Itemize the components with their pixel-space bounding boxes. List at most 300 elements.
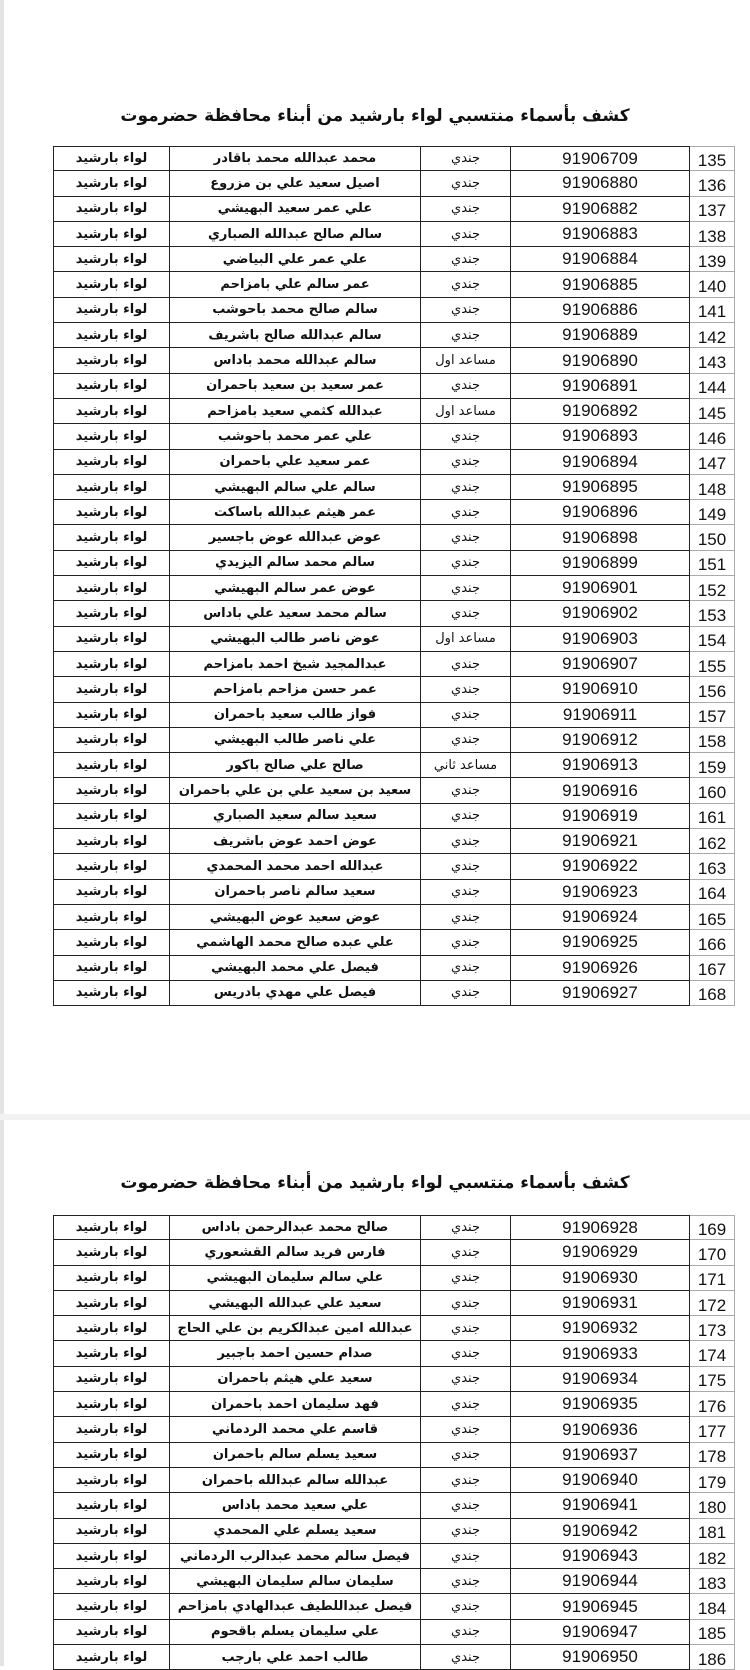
rank-cell: جندي — [421, 323, 511, 348]
military-number-cell: 91906709 — [511, 146, 690, 171]
military-number-cell: 91906884 — [511, 247, 690, 272]
unit-cell: لواء بارشيد — [53, 551, 170, 576]
unit-cell: لواء بارشيد — [53, 1392, 170, 1417]
unit-cell: لواء بارشيد — [53, 1620, 170, 1645]
name-cell: فهد سليمان احمد باحمران — [170, 1392, 421, 1417]
row-number-cell: 178 — [690, 1443, 735, 1468]
military-number-cell: 91906950 — [511, 1645, 690, 1670]
name-cell: عبدالمجيد شيخ احمد بامزاحم — [170, 652, 421, 677]
rank-cell: جندي — [421, 374, 511, 399]
name-cell: سعيد علي عبدالله البهيشي — [170, 1291, 421, 1316]
unit-cell: لواء بارشيد — [53, 525, 170, 550]
military-number-cell: 91906922 — [511, 854, 690, 879]
name-cell: علي سعيد محمد باداس — [170, 1493, 421, 1518]
table-row — [53, 880, 737, 905]
name-cell: عمر سعيد بن سعيد باحمران — [170, 374, 421, 399]
military-number-cell: 91906932 — [511, 1316, 690, 1341]
rank-cell: جندي — [421, 1493, 511, 1518]
table-row — [53, 525, 737, 550]
rank-cell: جندي — [421, 1240, 511, 1265]
military-number-cell: 91906925 — [511, 930, 690, 955]
unit-cell: لواء بارشيد — [53, 424, 170, 449]
rank-cell: جندي — [421, 854, 511, 879]
military-number-cell: 91906913 — [511, 753, 690, 778]
unit-cell: لواء بارشيد — [53, 576, 170, 601]
row-number-cell: 169 — [690, 1215, 735, 1240]
table-row — [53, 703, 737, 728]
row-number-cell: 163 — [690, 854, 735, 879]
unit-cell: لواء بارشيد — [53, 1316, 170, 1341]
unit-cell: لواء بارشيد — [53, 1291, 170, 1316]
name-cell: عبدالله كثمي سعيد بامزاحم — [170, 399, 421, 424]
table-row — [53, 829, 737, 854]
rank-cell: مساعد اول — [421, 348, 511, 373]
table-row — [53, 753, 737, 778]
military-number-cell: 91906930 — [511, 1266, 690, 1291]
rank-cell: مساعد ثاني — [421, 753, 511, 778]
rank-cell: جندي — [421, 1266, 511, 1291]
table-row — [53, 500, 737, 525]
rank-cell: جندي — [421, 728, 511, 753]
table-row — [53, 1291, 737, 1316]
page-title: كشف بأسماء منتسبي لواء بارشيد من أبناء محافظة حضرموت — [120, 106, 630, 126]
name-cell: عمر حسن مزاحم بامزاحم — [170, 677, 421, 702]
rank-cell: جندي — [421, 1645, 511, 1670]
table-row — [53, 323, 737, 348]
name-cell: عوض احمد عوض باشريف — [170, 829, 421, 854]
rank-cell: جندي — [421, 1544, 511, 1569]
name-cell: عمر سعيد علي باحمران — [170, 450, 421, 475]
table-row — [53, 475, 737, 500]
military-number-cell: 91906916 — [511, 778, 690, 803]
table-row — [53, 551, 737, 576]
rank-cell: جندي — [421, 905, 511, 930]
military-number-cell: 91906911 — [511, 703, 690, 728]
name-cell: عمر سالم علي بامزاحم — [170, 272, 421, 297]
row-number-cell: 145 — [690, 399, 735, 424]
military-number-cell: 91906943 — [511, 1544, 690, 1569]
row-number-cell: 155 — [690, 652, 735, 677]
unit-cell: لواء بارشيد — [53, 450, 170, 475]
rank-cell: جندي — [421, 222, 511, 247]
rank-cell: جندي — [421, 247, 511, 272]
military-number-cell: 91906902 — [511, 601, 690, 626]
unit-cell: لواء بارشيد — [53, 1569, 170, 1594]
unit-cell: لواء بارشيد — [53, 146, 170, 171]
unit-cell: لواء بارشيد — [53, 703, 170, 728]
table-row — [53, 1493, 737, 1518]
table-row — [53, 677, 737, 702]
row-number-cell: 167 — [690, 956, 735, 981]
table-row — [53, 450, 737, 475]
unit-cell: لواء بارشيد — [53, 500, 170, 525]
row-number-cell: 151 — [690, 551, 735, 576]
military-number-cell: 91906882 — [511, 197, 690, 222]
unit-cell: لواء بارشيد — [53, 399, 170, 424]
name-cell: فيصل علي محمد البهيشي — [170, 956, 421, 981]
row-number-cell: 161 — [690, 804, 735, 829]
table-row — [53, 1392, 737, 1417]
row-number-cell: 174 — [690, 1341, 735, 1366]
name-cell: فيصل عبداللطيف عبدالهادي بامزاحم — [170, 1594, 421, 1619]
table-row — [53, 1544, 737, 1569]
name-cell: قاسم علي محمد الردماني — [170, 1417, 421, 1442]
unit-cell: لواء بارشيد — [53, 1519, 170, 1544]
row-number-cell: 159 — [690, 753, 735, 778]
name-cell: عبدالله سالم عبدالله باحمران — [170, 1468, 421, 1493]
rank-cell: جندي — [421, 1468, 511, 1493]
table-row — [53, 930, 737, 955]
rank-cell: جندي — [421, 525, 511, 550]
table-row — [53, 247, 737, 272]
name-cell: سليمان سالم سليمان البهيشي — [170, 1569, 421, 1594]
table-row — [53, 1594, 737, 1619]
unit-cell: لواء بارشيد — [53, 1341, 170, 1366]
table-row — [53, 854, 737, 879]
row-number-cell: 175 — [690, 1367, 735, 1392]
table-row — [53, 1341, 737, 1366]
unit-cell: لواء بارشيد — [53, 753, 170, 778]
row-number-cell: 164 — [690, 880, 735, 905]
row-number-cell: 180 — [690, 1493, 735, 1518]
rank-cell: جندي — [421, 576, 511, 601]
unit-cell: لواء بارشيد — [53, 677, 170, 702]
unit-cell: لواء بارشيد — [53, 652, 170, 677]
table-row — [53, 374, 737, 399]
rank-cell: جندي — [421, 1316, 511, 1341]
military-number-cell: 91906896 — [511, 500, 690, 525]
page-title: كشف بأسماء منتسبي لواء بارشيد من أبناء محافظة حضرموت — [120, 1173, 630, 1193]
row-number-cell: 139 — [690, 247, 735, 272]
row-number-cell: 146 — [690, 424, 735, 449]
table-row — [53, 424, 737, 449]
unit-cell: لواء بارشيد — [53, 1493, 170, 1518]
name-cell: عمر هيثم عبدالله باساكت — [170, 500, 421, 525]
row-number-cell: 144 — [690, 374, 735, 399]
military-number-cell: 91906929 — [511, 1240, 690, 1265]
military-number-cell: 91906880 — [511, 171, 690, 196]
row-number-cell: 138 — [690, 222, 735, 247]
unit-cell: لواء بارشيد — [53, 1266, 170, 1291]
row-number-cell: 149 — [690, 500, 735, 525]
name-cell: صالح علي صالح باكور — [170, 753, 421, 778]
rank-cell: جندي — [421, 197, 511, 222]
military-number-cell: 91906891 — [511, 374, 690, 399]
rank-cell: جندي — [421, 475, 511, 500]
table-row — [53, 627, 737, 652]
name-cell: سعيد بن سعيد علي بن علي باحمران — [170, 778, 421, 803]
rank-cell: جندي — [421, 1519, 511, 1544]
table-row — [53, 1620, 737, 1645]
unit-cell: لواء بارشيد — [53, 197, 170, 222]
military-number-cell: 91906944 — [511, 1569, 690, 1594]
rank-cell: جندي — [421, 829, 511, 854]
rank-cell: جندي — [421, 298, 511, 323]
name-cell: علي عمر سعيد البهيشي — [170, 197, 421, 222]
military-number-cell: 91906919 — [511, 804, 690, 829]
military-number-cell: 91906893 — [511, 424, 690, 449]
military-number-cell: 91906894 — [511, 450, 690, 475]
unit-cell: لواء بارشيد — [53, 728, 170, 753]
row-number-cell: 137 — [690, 197, 735, 222]
military-number-cell: 91906907 — [511, 652, 690, 677]
name-cell: عبدالله احمد محمد المحمدي — [170, 854, 421, 879]
row-number-cell: 185 — [690, 1620, 735, 1645]
rank-cell: جندي — [421, 1215, 511, 1240]
unit-cell: لواء بارشيد — [53, 1240, 170, 1265]
military-number-cell: 91906923 — [511, 880, 690, 905]
name-cell: فواز طالب سعيد باحمران — [170, 703, 421, 728]
table-row — [53, 272, 737, 297]
rank-cell: جندي — [421, 450, 511, 475]
rank-cell: جندي — [421, 551, 511, 576]
roster-table — [53, 1215, 737, 1670]
table-row — [53, 956, 737, 981]
name-cell: عبدالله امين عبدالكريم بن علي الحاج — [170, 1316, 421, 1341]
rank-cell: جندي — [421, 1417, 511, 1442]
row-number-cell: 160 — [690, 778, 735, 803]
name-cell: اصيل سعيد علي بن مزروع — [170, 171, 421, 196]
unit-cell: لواء بارشيد — [53, 905, 170, 930]
military-number-cell: 91906890 — [511, 348, 690, 373]
military-number-cell: 91906928 — [511, 1215, 690, 1240]
unit-cell: لواء بارشيد — [53, 1443, 170, 1468]
table-row — [53, 905, 737, 930]
row-number-cell: 154 — [690, 627, 735, 652]
name-cell: علي عبده صالح محمد الهاشمي — [170, 930, 421, 955]
table-row — [53, 1569, 737, 1594]
row-number-cell: 136 — [690, 171, 735, 196]
rank-cell: جندي — [421, 1569, 511, 1594]
row-number-cell: 157 — [690, 703, 735, 728]
military-number-cell: 91906926 — [511, 956, 690, 981]
table-row — [53, 1519, 737, 1544]
military-number-cell: 91906931 — [511, 1291, 690, 1316]
row-number-cell: 177 — [690, 1417, 735, 1442]
military-number-cell: 91906899 — [511, 551, 690, 576]
table-row — [53, 1367, 737, 1392]
military-number-cell: 91906886 — [511, 298, 690, 323]
name-cell: سالم صالح محمد باحوشب — [170, 298, 421, 323]
table-row — [53, 1215, 737, 1240]
row-number-cell: 147 — [690, 450, 735, 475]
military-number-cell: 91906933 — [511, 1341, 690, 1366]
rank-cell: جندي — [421, 956, 511, 981]
row-number-cell: 166 — [690, 930, 735, 955]
row-number-cell: 150 — [690, 525, 735, 550]
military-number-cell: 91906903 — [511, 627, 690, 652]
row-number-cell: 173 — [690, 1316, 735, 1341]
name-cell: سالم محمد سالم اليزيدي — [170, 551, 421, 576]
name-cell: صدام حسين احمد باجبير — [170, 1341, 421, 1366]
name-cell: عوض عمر سالم البهيشي — [170, 576, 421, 601]
rank-cell: جندي — [421, 1341, 511, 1366]
unit-cell: لواء بارشيد — [53, 854, 170, 879]
unit-cell: لواء بارشيد — [53, 829, 170, 854]
military-number-cell: 91906898 — [511, 525, 690, 550]
military-number-cell: 91906901 — [511, 576, 690, 601]
unit-cell: لواء بارشيد — [53, 880, 170, 905]
unit-cell: لواء بارشيد — [53, 222, 170, 247]
unit-cell: لواء بارشيد — [53, 1645, 170, 1670]
military-number-cell: 91906935 — [511, 1392, 690, 1417]
name-cell: طالب احمد علي بارجب — [170, 1645, 421, 1670]
rank-cell: جندي — [421, 880, 511, 905]
row-number-cell: 172 — [690, 1291, 735, 1316]
military-number-cell: 91906883 — [511, 222, 690, 247]
name-cell: علي عمر علي البياضي — [170, 247, 421, 272]
unit-cell: لواء بارشيد — [53, 348, 170, 373]
name-cell: فيصل سالم محمد عبدالرب الردماني — [170, 1544, 421, 1569]
name-cell: عوض سعيد عوض البهيشي — [170, 905, 421, 930]
table-row — [53, 728, 737, 753]
unit-cell: لواء بارشيد — [53, 1417, 170, 1442]
name-cell: سعيد يسلم سالم باحمران — [170, 1443, 421, 1468]
name-cell: سالم صالح عبدالله الصباري — [170, 222, 421, 247]
name-cell: سعيد سالم سعيد الصباري — [170, 804, 421, 829]
table-row — [53, 298, 737, 323]
table-row — [53, 1468, 737, 1493]
rank-cell: مساعد اول — [421, 627, 511, 652]
military-number-cell: 91906910 — [511, 677, 690, 702]
name-cell: سالم عبدالله صالح باشريف — [170, 323, 421, 348]
unit-cell: لواء بارشيد — [53, 627, 170, 652]
table-row — [53, 652, 737, 677]
table-row — [53, 197, 737, 222]
unit-cell: لواء بارشيد — [53, 930, 170, 955]
table-row — [53, 1240, 737, 1265]
row-number-cell: 182 — [690, 1544, 735, 1569]
name-cell: عوض ناصر طالب البهيشي — [170, 627, 421, 652]
row-number-cell: 176 — [690, 1392, 735, 1417]
row-number-cell: 168 — [690, 981, 735, 1006]
unit-cell: لواء بارشيد — [53, 475, 170, 500]
row-number-cell: 141 — [690, 298, 735, 323]
military-number-cell: 91906924 — [511, 905, 690, 930]
row-number-cell: 140 — [690, 272, 735, 297]
table-row — [53, 804, 737, 829]
table-row — [53, 1645, 737, 1670]
rank-cell: جندي — [421, 930, 511, 955]
unit-cell: لواء بارشيد — [53, 1215, 170, 1240]
rank-cell: جندي — [421, 677, 511, 702]
name-cell: صالح محمد عبدالرحمن باداس — [170, 1215, 421, 1240]
rank-cell: جندي — [421, 652, 511, 677]
table-row — [53, 981, 737, 1006]
name-cell: محمد عبدالله محمد باقادر — [170, 146, 421, 171]
military-number-cell: 91906892 — [511, 399, 690, 424]
name-cell: عوض عبدالله عوض باجسير — [170, 525, 421, 550]
row-number-cell: 152 — [690, 576, 735, 601]
unit-cell: لواء بارشيد — [53, 1367, 170, 1392]
name-cell: علي عمر محمد باحوشب — [170, 424, 421, 449]
rank-cell: جندي — [421, 500, 511, 525]
unit-cell: لواء بارشيد — [53, 804, 170, 829]
rank-cell: جندي — [421, 1291, 511, 1316]
name-cell: علي سالم سليمان البهيشي — [170, 1266, 421, 1291]
unit-cell: لواء بارشيد — [53, 323, 170, 348]
unit-cell: لواء بارشيد — [53, 778, 170, 803]
row-number-cell: 165 — [690, 905, 735, 930]
row-number-cell: 181 — [690, 1519, 735, 1544]
name-cell: فيصل علي مهدي بادريس — [170, 981, 421, 1006]
unit-cell: لواء بارشيد — [53, 981, 170, 1006]
rank-cell: مساعد اول — [421, 399, 511, 424]
row-number-cell: 170 — [690, 1240, 735, 1265]
row-number-cell: 179 — [690, 1468, 735, 1493]
rank-cell: جندي — [421, 171, 511, 196]
rank-cell: جندي — [421, 601, 511, 626]
rank-cell: جندي — [421, 778, 511, 803]
name-cell: سالم علي سالم البهيشي — [170, 475, 421, 500]
row-number-cell: 162 — [690, 829, 735, 854]
military-number-cell: 91906927 — [511, 981, 690, 1006]
unit-cell: لواء بارشيد — [53, 374, 170, 399]
row-number-cell: 148 — [690, 475, 735, 500]
military-number-cell: 91906895 — [511, 475, 690, 500]
table-row — [53, 576, 737, 601]
military-number-cell: 91906937 — [511, 1443, 690, 1468]
table-row — [53, 222, 737, 247]
name-cell: سعيد سالم ناصر باحمران — [170, 880, 421, 905]
rank-cell: جندي — [421, 272, 511, 297]
table-row — [53, 1266, 737, 1291]
military-number-cell: 91906912 — [511, 728, 690, 753]
military-number-cell: 91906885 — [511, 272, 690, 297]
unit-cell: لواء بارشيد — [53, 1594, 170, 1619]
table-row — [53, 171, 737, 196]
name-cell: سالم عبدالله محمد باداس — [170, 348, 421, 373]
rank-cell: جندي — [421, 1620, 511, 1645]
military-number-cell: 91906941 — [511, 1493, 690, 1518]
unit-cell: لواء بارشيد — [53, 956, 170, 981]
table-row — [53, 348, 737, 373]
name-cell: سعيد علي هيثم باحمران — [170, 1367, 421, 1392]
rank-cell: جندي — [421, 1367, 511, 1392]
rank-cell: جندي — [421, 424, 511, 449]
roster-table — [53, 146, 737, 1006]
unit-cell: لواء بارشيد — [53, 171, 170, 196]
rank-cell: جندي — [421, 1443, 511, 1468]
table-row — [53, 1417, 737, 1442]
rank-cell: جندي — [421, 146, 511, 171]
unit-cell: لواء بارشيد — [53, 298, 170, 323]
row-number-cell: 184 — [690, 1594, 735, 1619]
rank-cell: جندي — [421, 1392, 511, 1417]
row-number-cell: 183 — [690, 1569, 735, 1594]
page-left-edge — [0, 0, 4, 1666]
table-row — [53, 1443, 737, 1468]
row-number-cell: 142 — [690, 323, 735, 348]
military-number-cell: 91906889 — [511, 323, 690, 348]
name-cell: علي ناصر طالب البهيشي — [170, 728, 421, 753]
table-row — [53, 778, 737, 803]
military-number-cell: 91906940 — [511, 1468, 690, 1493]
name-cell: سعيد يسلم علي المحمدي — [170, 1519, 421, 1544]
military-number-cell: 91906942 — [511, 1519, 690, 1544]
row-number-cell: 156 — [690, 677, 735, 702]
row-number-cell: 186 — [690, 1645, 735, 1670]
row-number-cell: 153 — [690, 601, 735, 626]
unit-cell: لواء بارشيد — [53, 247, 170, 272]
row-number-cell: 158 — [690, 728, 735, 753]
table-row — [53, 1316, 737, 1341]
row-number-cell: 171 — [690, 1266, 735, 1291]
military-number-cell: 91906934 — [511, 1367, 690, 1392]
table-row — [53, 601, 737, 626]
table-row — [53, 146, 737, 171]
rank-cell: جندي — [421, 1594, 511, 1619]
